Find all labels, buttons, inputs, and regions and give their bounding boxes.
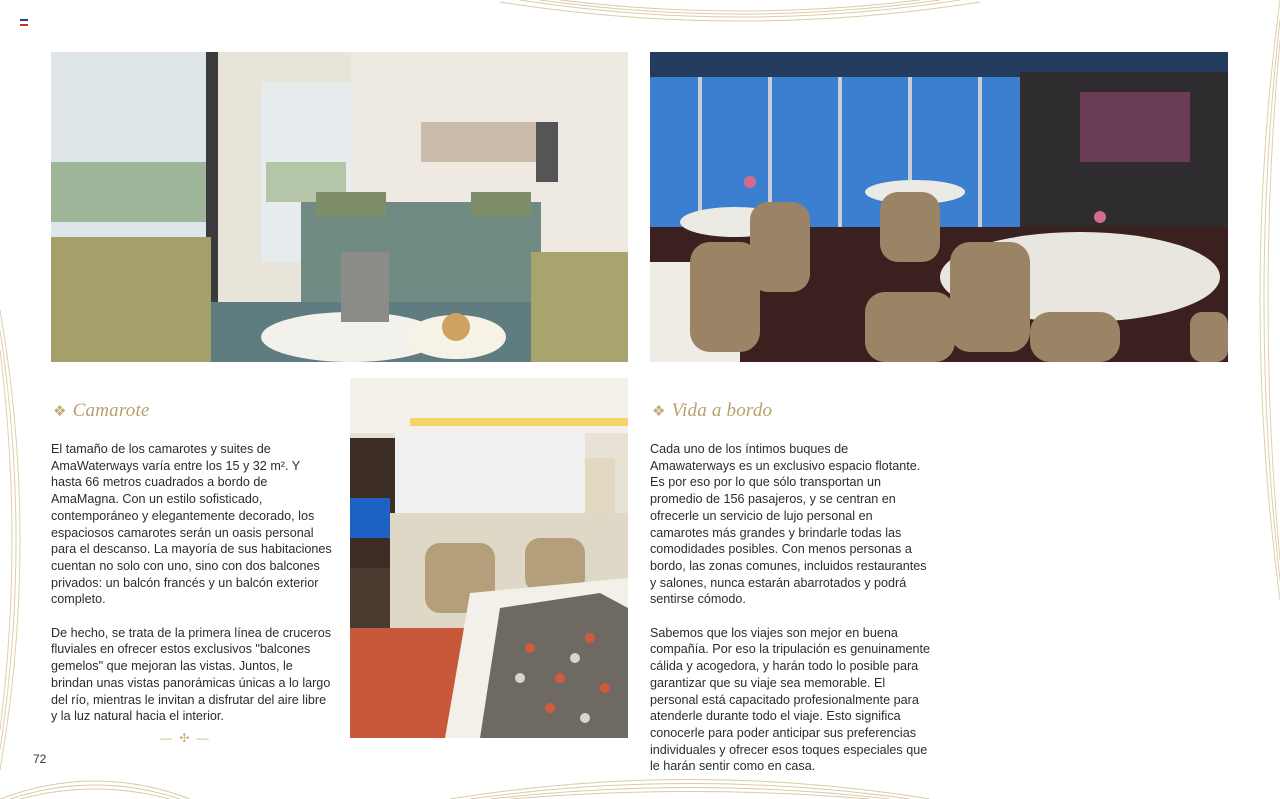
cabin-balcony-photo: [51, 52, 628, 362]
decorative-wave-bottom-left: [0, 768, 190, 799]
vida-heading: [652, 400, 772, 422]
decorative-curves-right: [1250, 0, 1280, 600]
camarote-heading: [53, 400, 150, 422]
decorative-curves-left: [0, 310, 28, 770]
vida-body: [650, 441, 932, 792]
language-flag-icon[interactable]: [20, 19, 28, 26]
vida-paragraph-1: Cada uno de los íntimos buques de Amawaterways es un exclusivo espacio flotante. Es por eso por lo que sólo transportan un promedio de 156 pasajeros, y se centran en ofrecerle un servicio de lujo personal en camarotes más grandes y brindarle todas las comodidades posibles. Con menos personas a bordo, las zonas comunes, incluidos restaurantes y salones, nunca estarán abarrotados y podrá sentirse cómodo.: [650, 442, 927, 607]
decorative-wave-top: [500, 0, 980, 30]
cabin-interior-photo: [350, 378, 628, 738]
vida-title: Vida a bordo: [671, 400, 773, 421]
camarote-body: [51, 441, 333, 742]
vida-paragraph-2: Sabemos que los viajes son mejor en buena compañía. Por eso la tripulación es genuinamente cálida y acogedora, y harán todo lo posible para garantizar que su viaje sea memorable. El personal está capacitado profesionalmente para atenderle durante todo el viaje. Esto significa conocerle para poder anticipar sus preferencias individuales y ofrecer esos toques especiales que le harán sentir como en casa.: [650, 625, 931, 774]
ornament-icon: ❖: [53, 404, 67, 420]
section-divider: — ✣ —: [160, 731, 211, 745]
ornament-icon: ❖: [652, 404, 666, 420]
page-number: 72: [33, 752, 47, 766]
camarote-paragraph-1: El tamaño de los camarotes y suites de AmaWaterways varía entre los 15 y 32 m². Y hasta 66 metros cuadrados a bordo de AmaMagna. Con un estilo sofisticado, contemporáneo y elegantemente decorado, los espaciosos camarotes serán un oasis personal para el descanso. La mayoría de sus habitaciones cuentan no solo con uno, sino con dos balcones privados: un balcón francés y un balcón exterior completo.: [51, 442, 332, 607]
dining-room-photo: [650, 52, 1228, 362]
camarote-title: Camarote: [72, 400, 150, 421]
camarote-paragraph-2: De hecho, se trata de la primera línea de cruceros fluviales en ofrecer estos exclusivos "balcones gemelos" que mejoran las vistas. Juntos, le brindan unas vistas panorámicas únicas a lo largo del río, mientras le invitan a disfrutar del aire libre y la luz natural hacia el interior.: [51, 625, 332, 724]
